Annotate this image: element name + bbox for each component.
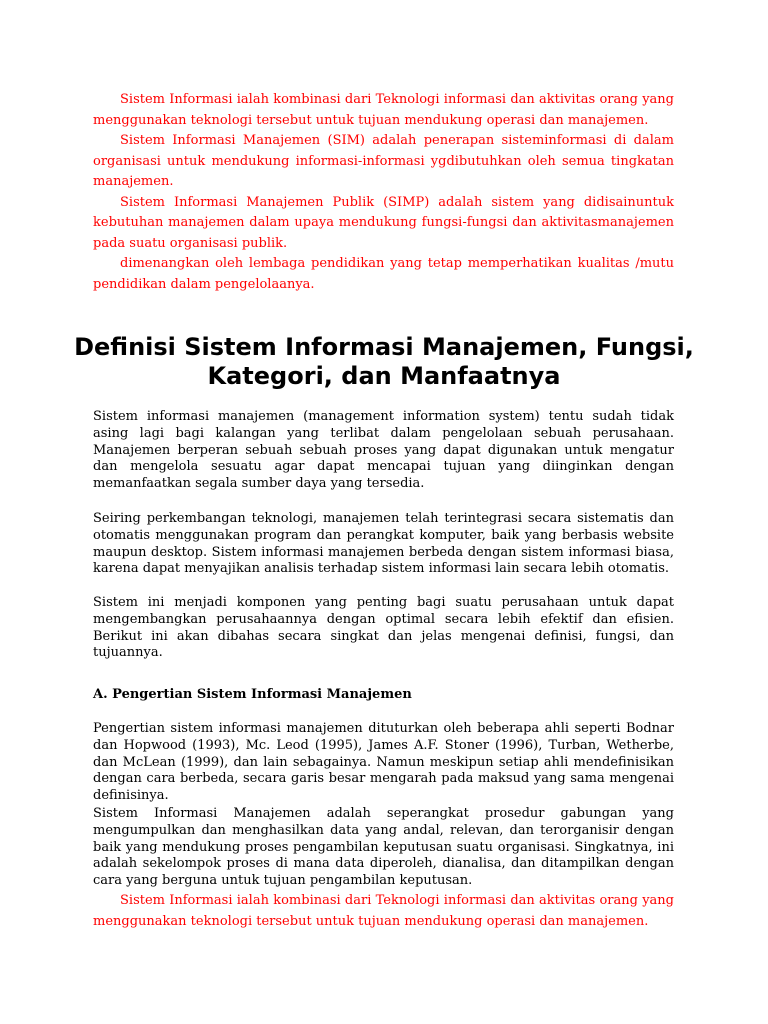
red-paragraph: Sistem Informasi Manajemen Publik (SIMP) adalah sistem yang didisainuntuk kebutuhan manajemen dalam upaya mendukung fungsi-fungsi dan aktivitasmanajemen pada suatu organisasi publik.: [93, 194, 674, 251]
intro-paragraph: [93, 409, 674, 493]
paragraph-text: Pengertian sistem informasi manajemen dituturkan oleh beberapa ahli seperti Bodnar dan Hopwood (1993), Mc. Leod (1995), James A.F. Stoner (1996), Turban, Wetherbe, dan McLean (1999), dan lain sebagainya. Namun meskipun setiap ahli mendefinisikan dengan cara berbeda, secara garis besar mengarah pada maksud yang sama mengenai definisinya.: [93, 721, 674, 804]
paragraph-text: Sistem ini menjadi komponen yang penting bagi suatu perusahaan untuk dapat mengembangkan perusahaannya dengan optimal secara lebih efektif dan efisien. Berikut ini akan dibahas secara singkat dan jelas mengenai definisi, fungsi, dan tujuannya.: [93, 595, 674, 661]
red-paragraph: Sistem Informasi Manajemen (SIM) adalah penerapan sisteminformasi di dalam organisasi untuk mendukung informasi-informasi ygdibutuhkan oleh semua tingkatan manajemen.: [93, 133, 674, 189]
section-paragraph: [93, 806, 674, 890]
paragraph-text: Sistem Informasi Manajemen adalah seperangkat prosedur gabungan yang mengumpulkan dan menghasilkan data yang andal, relevan, dan terorganisir dengan baik yang mendukung proses pengambilan keputusan suatu organisasi. Singkatnya, ini adalah sekelompok proses di mana data diperoleh, dianalisa, dan ditampilkan dengan cara yang berguna untuk tujuan pengambilan keputusan.: [93, 806, 674, 889]
red-definitions-block: [93, 90, 674, 295]
paragraph-text: Sistem informasi manajemen (management information system) tentu sudah tidak asing lagi bagi kalangan yang terlibat dalam pengelolaan sebuah perusahaan. Manajemen berperan sebuah sebuah proses yang dapat digunakan untuk mengatur dan mengelola sesuatu agar dapat mencapai tujuan yang diinginkan dengan memanfaatkan segala sumber daya yang tersedia.: [93, 409, 674, 492]
red-bottom-block: [93, 891, 674, 932]
intro-paragraph: [93, 595, 674, 662]
article-title: Definisi Sistem Informasi Manajemen, Fungsi, Kategori, dan Manfaatnya: [74, 333, 694, 390]
section-paragraph: [93, 721, 674, 805]
red-paragraph: Sistem Informasi ialah kombinasi dari Teknologi informasi dan aktivitas orang yang menggunakan teknologi tersebut untuk tujuan mendukung operasi dan manajemen.: [93, 92, 674, 128]
section-a: [93, 687, 674, 704]
section-heading: A. Pengertian Sistem Informasi Manajemen: [93, 687, 412, 702]
paragraph-text: Seiring perkembangan teknologi, manajemen telah terintegrasi secara sistematis dan otomatis menggunakan program dan perangkat komputer, baik yang berbasis website maupun desktop. Sistem informasi manajemen berbeda dengan sistem informasi biasa, karena dapat menyajikan analisis terhadap sistem informasi lain secara lebih otomatis.: [93, 511, 674, 577]
red-paragraph: dimenangkan oleh lembaga pendidikan yang tetap memperhatikan kualitas /mutu pendidikan dalam pengelolaanya.: [93, 256, 674, 292]
intro-paragraph: [93, 511, 674, 578]
red-paragraph: Sistem Informasi ialah kombinasi dari Teknologi informasi dan aktivitas orang yang menggunakan teknologi tersebut untuk tujuan mendukung operasi dan manajemen.: [93, 893, 674, 929]
